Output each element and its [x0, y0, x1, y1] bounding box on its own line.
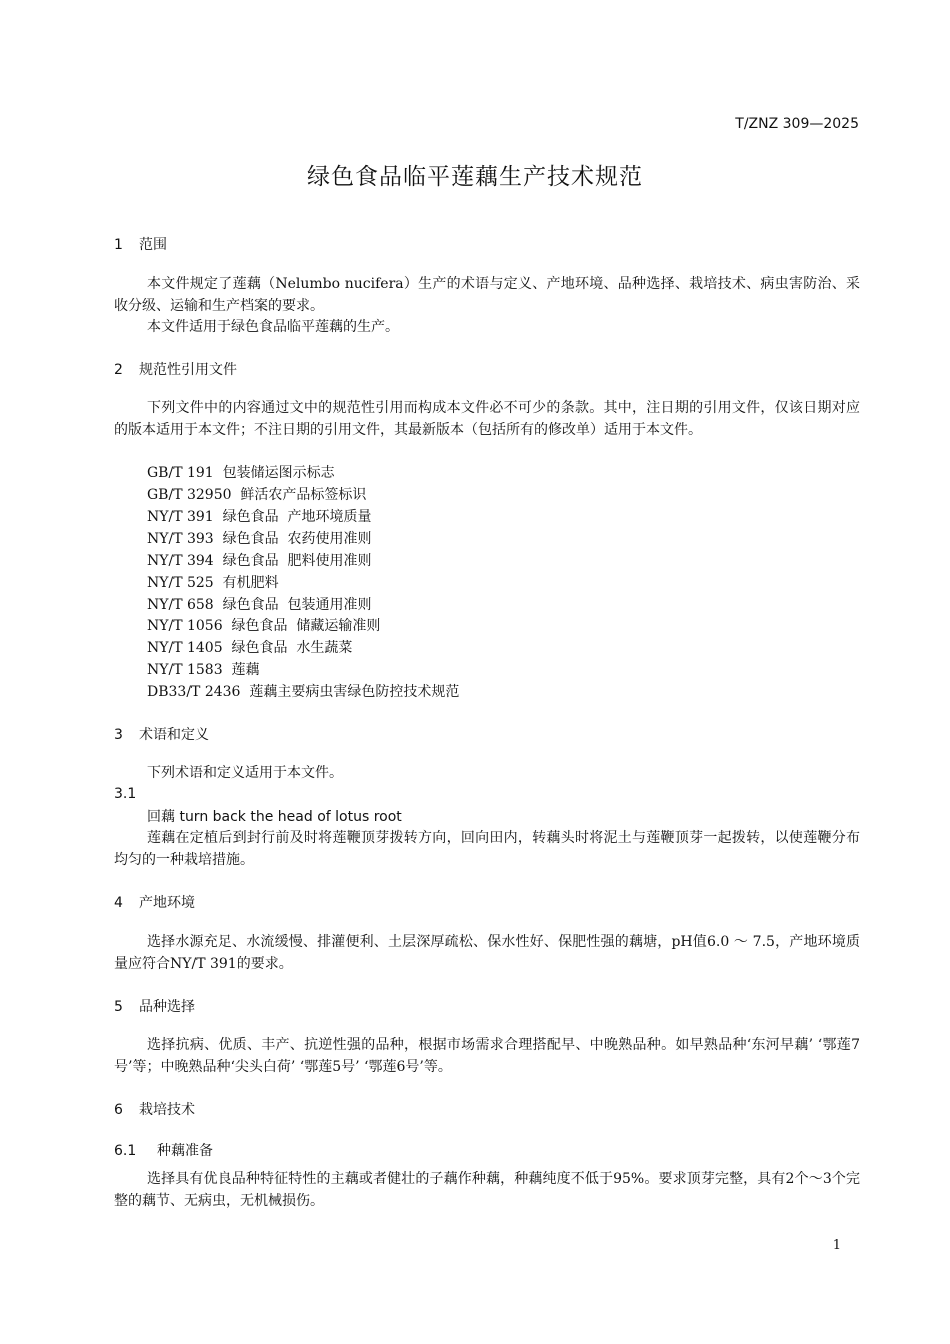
reference-item: NY/T 394 绿色食品 肥料使用准则: [147, 553, 372, 569]
terms-intro: 下列术语和定义适用于本文件。: [147, 765, 343, 781]
reference-item: NY/T 391 绿色食品 产地环境质量: [147, 509, 372, 525]
environment-paragraph: 选择水源充足、水流缓慢、排灌便利、土层深厚疏松、保水性好、保肥性强的藕塘，pH值6.0 ～ 7.5，产地环境质量应符合NY/T 391的要求。: [114, 934, 860, 972]
document-title: 绿色食品临平莲藕生产技术规范: [307, 164, 643, 190]
section-title: 范围: [139, 237, 167, 253]
section-title: 规范性引用文件: [139, 362, 237, 378]
section-number: 4: [114, 895, 123, 911]
section-1-heading: [114, 234, 167, 254]
section-4-heading: [114, 892, 195, 912]
section-6-heading: [114, 1099, 195, 1119]
subsection-title: 种藕准备: [157, 1143, 213, 1159]
section-title: 产地环境: [139, 895, 195, 911]
page-number: 1: [832, 1238, 841, 1253]
references-intro: 下列文件中的内容通过文中的规范性引用而构成本文件必不可少的条款。其中，注日期的引用文件，仅该日期对应的版本适用于本文件；不注日期的引用文件，其最新版本（包括所有的修改单）适用于本文件。: [114, 400, 860, 438]
section-3-heading: [114, 724, 209, 744]
reference-item: GB/T 191 包装储运图示标志: [147, 465, 335, 481]
subsection-number: 6.1: [114, 1143, 137, 1159]
subsection-6-1-heading: [114, 1140, 213, 1160]
section-title: 品种选择: [139, 999, 195, 1015]
seed-lotus-paragraph: 选择具有优良品种特征特性的主藕或者健壮的子藕作种藕，种藕纯度不低于95%。要求顶芽完整，具有2个～3个完整的藕节、无病虫，无机械损伤。: [114, 1171, 860, 1209]
section-number: 1: [114, 237, 123, 253]
scope-paragraph-2: 本文件适用于绿色食品临平莲藕的生产。: [147, 319, 399, 335]
reference-item: NY/T 1056 绿色食品 储藏运输准则: [147, 618, 381, 634]
section-title: 术语和定义: [139, 727, 209, 743]
variety-paragraph: 选择抗病、优质、丰产、抗逆性强的品种，根据市场需求合理搭配早、中晚熟品种。如早熟品种‘东河早藕’ ‘鄂莲7号’等；中晚熟品种‘尖头白荷’ ‘鄂莲5号’ ‘鄂莲6号’等。: [114, 1037, 860, 1075]
reference-item: NY/T 393 绿色食品 农药使用准则: [147, 531, 372, 547]
reference-item: DB33/T 2436 莲藕主要病虫害绿色防控技术规范: [147, 684, 460, 700]
reference-item: NY/T 1405 绿色食品 水生蔬菜: [147, 640, 353, 656]
scope-paragraph-1: 本文件规定了莲藕（Nelumbo nucifera）生产的术语与定义、产地环境、品种选择、栽培技术、病虫害防治、采收分级、运输和生产档案的要求。: [114, 276, 860, 314]
section-number: 3: [114, 727, 123, 743]
reference-item: NY/T 1583 莲藕: [147, 662, 260, 678]
term-definition: 莲藕在定植后到封行前及时将莲鞭顶芽拨转方向，回向田内，转藕头时将泥土与莲鞭顶芽一起拨转，以使莲鞭分布均匀的一种栽培措施。: [114, 830, 860, 868]
section-number: 2: [114, 362, 123, 378]
section-2-heading: [114, 359, 237, 379]
term-entry: 回藕 turn back the head of lotus root: [147, 809, 402, 825]
reference-item: GB/T 32950 鲜活农产品标签标识: [147, 487, 367, 503]
section-number: 5: [114, 999, 123, 1015]
section-title: 栽培技术: [139, 1102, 195, 1118]
section-5-heading: [114, 996, 195, 1016]
term-number: 3.1: [114, 786, 137, 802]
section-number: 6: [114, 1102, 123, 1118]
reference-item: NY/T 658 绿色食品 包装通用准则: [147, 597, 372, 613]
standard-code: T/ZNZ 309—2025: [735, 116, 859, 132]
reference-item: NY/T 525 有机肥料: [147, 575, 279, 591]
